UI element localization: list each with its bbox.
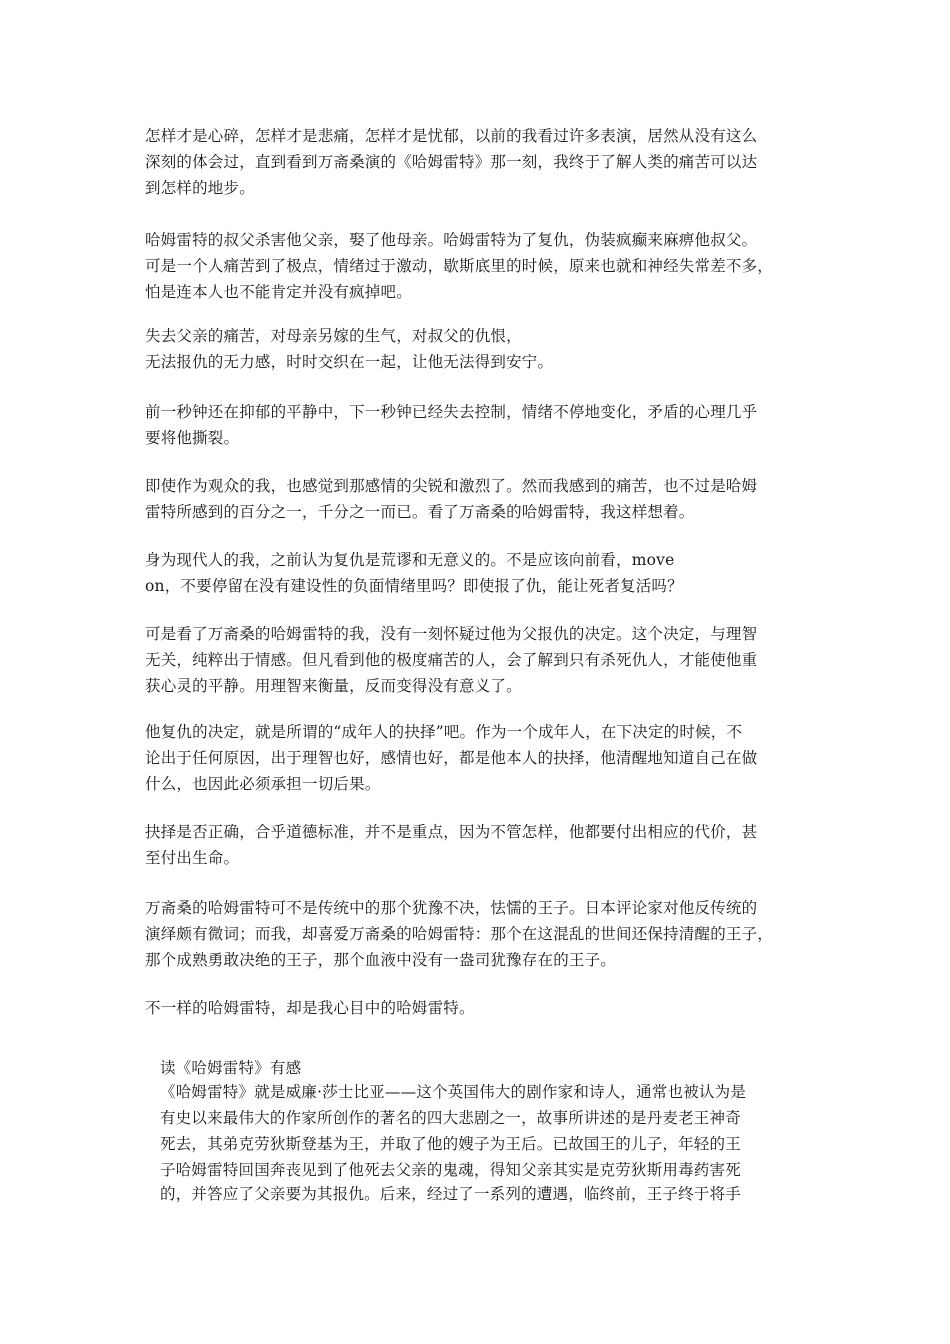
paragraph-8-line-2: 论出于任何原因，出于理智也好，感情也好，都是他本人的抉择，他清醒地知道自己在做: [145, 749, 758, 767]
paragraph-11-line-1: 不一样的哈姆雷特，却是我心目中的哈姆雷特。: [145, 999, 475, 1017]
paragraph-1-line-1: 怎样才是心碎，怎样才是悲痛，怎样才是忧郁，以前的我看过许多表演，居然从没有这么: [145, 127, 758, 145]
paragraph-7-line-3: 获心灵的平静。用理智来衡量，反而变得没有意义了。: [145, 677, 522, 695]
paragraph-10-line-2: 演绎颇有微词；而我，却喜爱万斋桑的哈姆雷特：那个在这混乱的世间还保持清醒的王子，: [145, 925, 774, 943]
paragraph-3-line-1: 失去父亲的痛苦，对母亲另嫁的生气，对叔父的仇恨，: [145, 327, 522, 345]
paragraph-9-line-1: 抉择是否正确，合乎道德标准，并不是重点，因为不管怎样，他都要付出相应的代价，甚: [145, 823, 758, 841]
paragraph-2-line-2: 可是一个人痛苦到了极点，情绪过于激动，歇斯底里的时候，原来也就和神经失常差不多，: [145, 257, 774, 275]
second-article-line-1: 《哈姆雷特》就是威廉·莎士比亚——这个英国伟大的剧作家和诗人，通常也被认为是: [160, 1083, 747, 1101]
paragraph-5-line-1: 即使作为观众的我，也感觉到那感情的尖锐和激烈了。然而我感到的痛苦，也不过是哈姆: [145, 477, 758, 495]
paragraph-9-line-2: 至付出生命。: [145, 849, 240, 867]
second-article-title: 读《哈姆雷特》有感: [160, 1059, 302, 1077]
paragraph-3-line-2: 无法报仇的无力感，时时交织在一起，让他无法得到安宁。: [145, 353, 554, 371]
paragraph-2-line-3: 怕是连本人也不能肯定并没有疯掉吧。: [145, 283, 412, 301]
paragraph-4-line-2: 要将他撕裂。: [145, 429, 240, 447]
paragraph-1-line-2: 深刻的体会过，直到看到万斋桑演的《哈姆雷特》那一刻，我终于了解人类的痛苦可以达: [145, 153, 758, 171]
second-article-line-5: 的，并答应了父亲要为其报仇。后来，经过了一系列的遭遇，临终前，王子终于将手: [160, 1185, 741, 1203]
paragraph-10-line-3: 那个成熟勇敢决绝的王子，那个血液中没有一盎司犹豫存在的王子。: [145, 951, 617, 969]
paragraph-5-line-2: 雷特所感到的百分之一，千分之一而已。看了万斋桑的哈姆雷特，我这样想着。: [145, 503, 695, 521]
paragraph-6-line-2: on，不要停留在没有建设性的负面情绪里吗？即使报了仇，能让死者复活吗？: [145, 577, 683, 595]
paragraph-6-line-1: 身为现代人的我，之前认为复仇是荒谬和无意义的。不是应该向前看，move: [145, 551, 675, 569]
second-article-line-3: 死去，其弟克劳狄斯登基为王，并取了他的嫂子为王后。已故国王的儿子，年轻的王: [160, 1135, 741, 1153]
paragraph-8-line-1: 他复仇的决定，就是所谓的“成年人的抉择”吧。作为一个成年人，在下决定的时候，不: [145, 723, 743, 741]
paragraph-2-line-1: 哈姆雷特的叔父杀害他父亲，娶了他母亲。哈姆雷特为了复仇，伪装疯癫来麻痹他叔父。: [145, 231, 758, 249]
second-article-line-4: 子哈姆雷特回国奔丧见到了他死去父亲的鬼魂，得知父亲其实是克劳狄斯用毒药害死: [160, 1161, 741, 1179]
paragraph-10-line-1: 万斋桑的哈姆雷特可不是传统中的那个犹豫不决，怯懦的王子。日本评论家对他反传统的: [145, 899, 758, 917]
paragraph-8-line-3: 什么，也因此必须承担一切后果。: [145, 775, 381, 793]
paragraph-4-line-1: 前一秒钟还在抑郁的平静中，下一秒钟已经失去控制，情绪不停地变化，矛盾的心理几乎: [145, 403, 758, 421]
paragraph-7-line-2: 无关，纯粹出于情感。但凡看到他的极度痛苦的人，会了解到只有杀死仇人，才能使他重: [145, 651, 758, 669]
paragraph-1-line-3: 到怎样的地步。: [145, 179, 255, 197]
paragraph-7-line-1: 可是看了万斋桑的哈姆雷特的我，没有一刻怀疑过他为父报仇的决定。这个决定，与理智: [145, 625, 758, 643]
second-article-line-2: 有史以来最伟大的作家所创作的著名的四大悲剧之一，故事所讲述的是丹麦老王神奇: [160, 1109, 741, 1127]
